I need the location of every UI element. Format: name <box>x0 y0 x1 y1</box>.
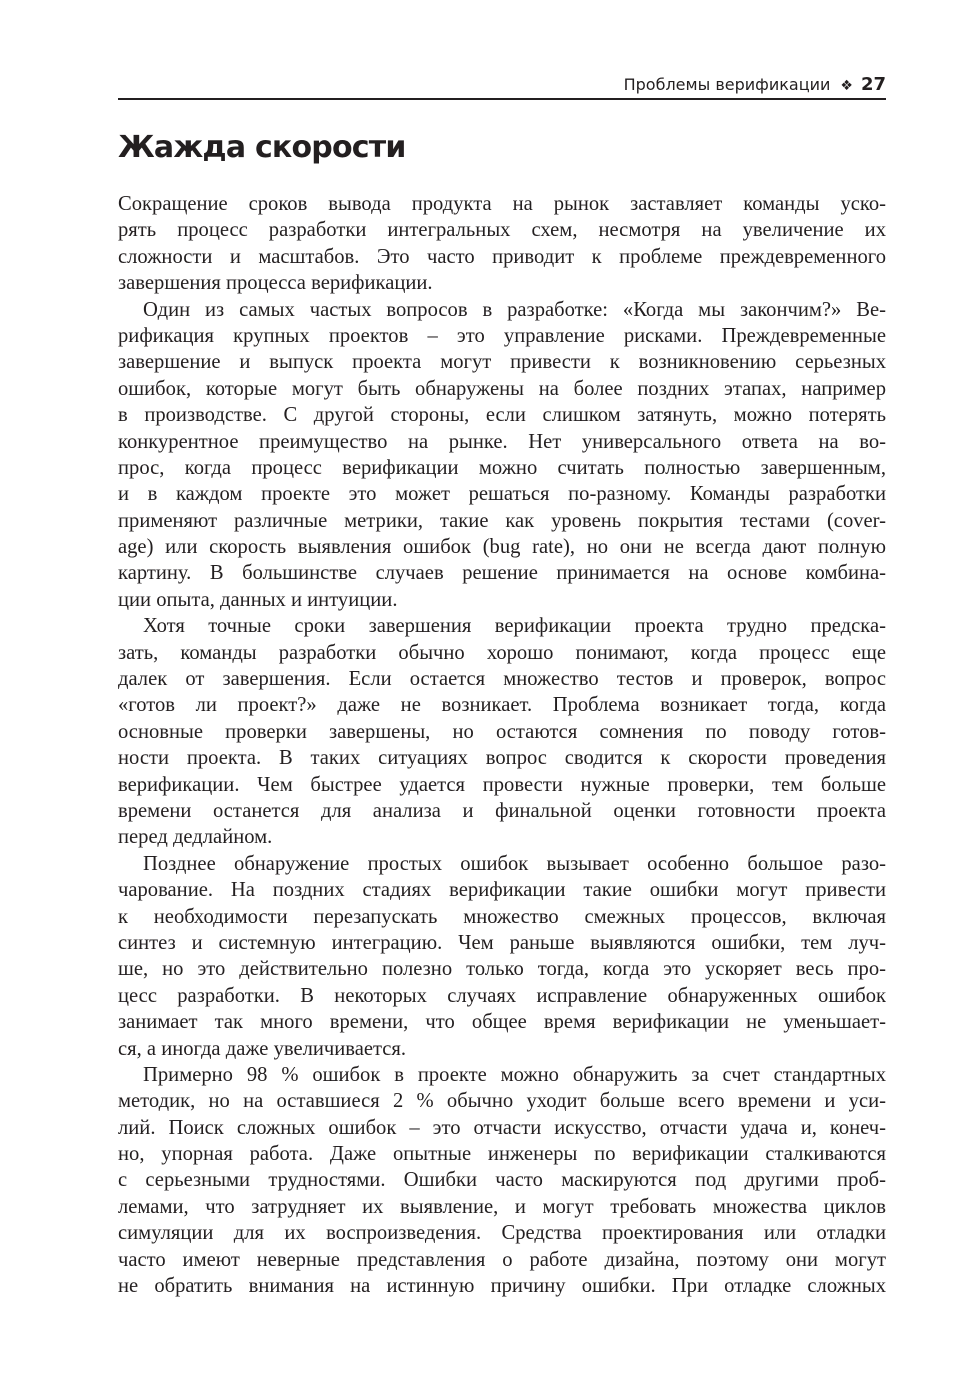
paragraph <box>118 191 886 297</box>
text-line: симуляции для их воспроизведения. Средства проектирования или отладки <box>118 1222 886 1245</box>
text-line: Примерно 98 % ошибок в проекте можно обнаружить за счет стандартных <box>143 1063 886 1086</box>
text-line: и в каждом проекте это может решаться по-разному. Команды разработки <box>118 483 886 506</box>
text-line: но, упорная работа. Даже опытные инженеры по верификации сталкиваются <box>118 1143 886 1166</box>
text-line: Хотя точные сроки завершения верификации проекта трудно предска- <box>143 615 886 638</box>
text-line: Позднее обнаружение простых ошибок вызывает особенно большое разо- <box>143 852 886 875</box>
section-heading: Жажда скорости <box>118 130 406 165</box>
text-line: лемами, что затрудняет их выявление, и могут требовать множества циклов <box>118 1195 886 1218</box>
text-line: чарование. На поздних стадиях верификации такие ошибки могут привести <box>118 879 886 902</box>
paragraph <box>118 297 886 614</box>
text-line: «готов ли проект?» даже не возникает. Проблема возникает тогда, когда <box>118 694 886 717</box>
text-line: картину. В большинстве случаев решение принимается на основе комбина- <box>118 562 886 585</box>
text-line: конкурентное преимущество на рынке. Нет универсального ответа на во- <box>118 430 886 453</box>
text-line: завершения процесса верификации. <box>118 272 433 295</box>
text-line: методик, но на оставшиеся 2 % обычно уходит больше всего времени и уси- <box>118 1090 886 1113</box>
text-line: лий. Поиск сложных ошибок – это отчасти искусство, отчасти удача и, конеч- <box>118 1116 886 1139</box>
text-line: сложности и масштабов. Это часто приводит к проблеме преждевременного <box>118 245 886 268</box>
text-line: рять процесс разработки интегральных схем, несмотря на увеличение их <box>118 219 886 242</box>
text-line: ше, но это действительно полезно только тогда, когда это ускоряет весь про- <box>118 958 886 981</box>
text-line: зать, команды разработки обычно хорошо понимают, когда процесс еще <box>118 641 886 664</box>
header-rule <box>118 98 886 100</box>
text-line: ности проекта. В таких ситуациях вопрос сводится к скорости проведения <box>118 747 886 770</box>
page-number: 27 <box>860 74 886 95</box>
text-line: с серьезными трудностями. Ошибки часто маскируются под другими проб- <box>118 1169 886 1192</box>
text-line: времени останется для анализа и финальной оценки готовности проекта <box>118 799 886 822</box>
paragraph <box>118 851 886 1062</box>
text-line: к необходимости перезапускать множество смежных процессов, включая <box>118 905 886 928</box>
text-line: перед дедлайном. <box>118 826 273 849</box>
text-line: Сокращение сроков вывода продукта на рынок заставляет команды уско- <box>118 193 886 215</box>
text-line: ции опыта, данных и интуиции. <box>118 588 398 611</box>
running-head <box>118 72 886 98</box>
text-line: верификации. Чем быстрее удается провести нужные проверки, тем больше <box>118 773 886 796</box>
paragraph <box>118 1062 886 1300</box>
text-line: ся, а иногда даже увеличивается. <box>118 1037 407 1060</box>
text-line: занимает так много времени, что общее время верификации не уменьшает- <box>118 1011 886 1034</box>
text-line: не обратить внимания на истинную причину ошибки. При отладке сложных <box>118 1275 886 1298</box>
text-line: в производстве. С другой стороны, если слишком затянуть, можно потерять <box>118 404 886 427</box>
text-line: прос, когда процесс верификации можно считать полностью завершенным, <box>118 456 886 479</box>
body-text <box>118 191 886 1299</box>
text-line: часто имеют неверные представления о работе дизайна, поэтому они могут <box>118 1248 886 1271</box>
text-line: цесс разработки. В некоторых случаях исправление обнаруженных ошибок <box>118 984 886 1007</box>
section-title: Проблемы верификации <box>623 75 831 94</box>
text-line: завершение и выпуск проекта могут привести к возникновению серьезных <box>118 351 886 374</box>
text-line: синтез и системную интеграцию. Чем раньше выявляются ошибки, тем луч- <box>118 931 886 954</box>
paragraph <box>118 613 886 851</box>
text-line: Один из самых частых вопросов в разработке: «Когда мы закончим?» Ве- <box>143 298 886 321</box>
ornament-icon: ❖ <box>840 78 853 94</box>
text-line: применяют различные метрики, такие как уровень покрытия тестами (cover- <box>118 509 886 532</box>
text-line: age) или скорость выявления ошибок (bug rate), но они не всегда дают полную <box>118 536 886 559</box>
text-line: далек от завершения. Если остается множество тестов и проверок, вопрос <box>118 668 886 691</box>
text-line: ошибок, которые могут быть обнаружены на более поздних этапах, например <box>118 377 886 400</box>
text-line: рификация крупных проектов – это управление рисками. Преждевременные <box>118 324 886 347</box>
text-line: основные проверки завершены, но остаются сомнения по поводу готов- <box>118 720 886 743</box>
